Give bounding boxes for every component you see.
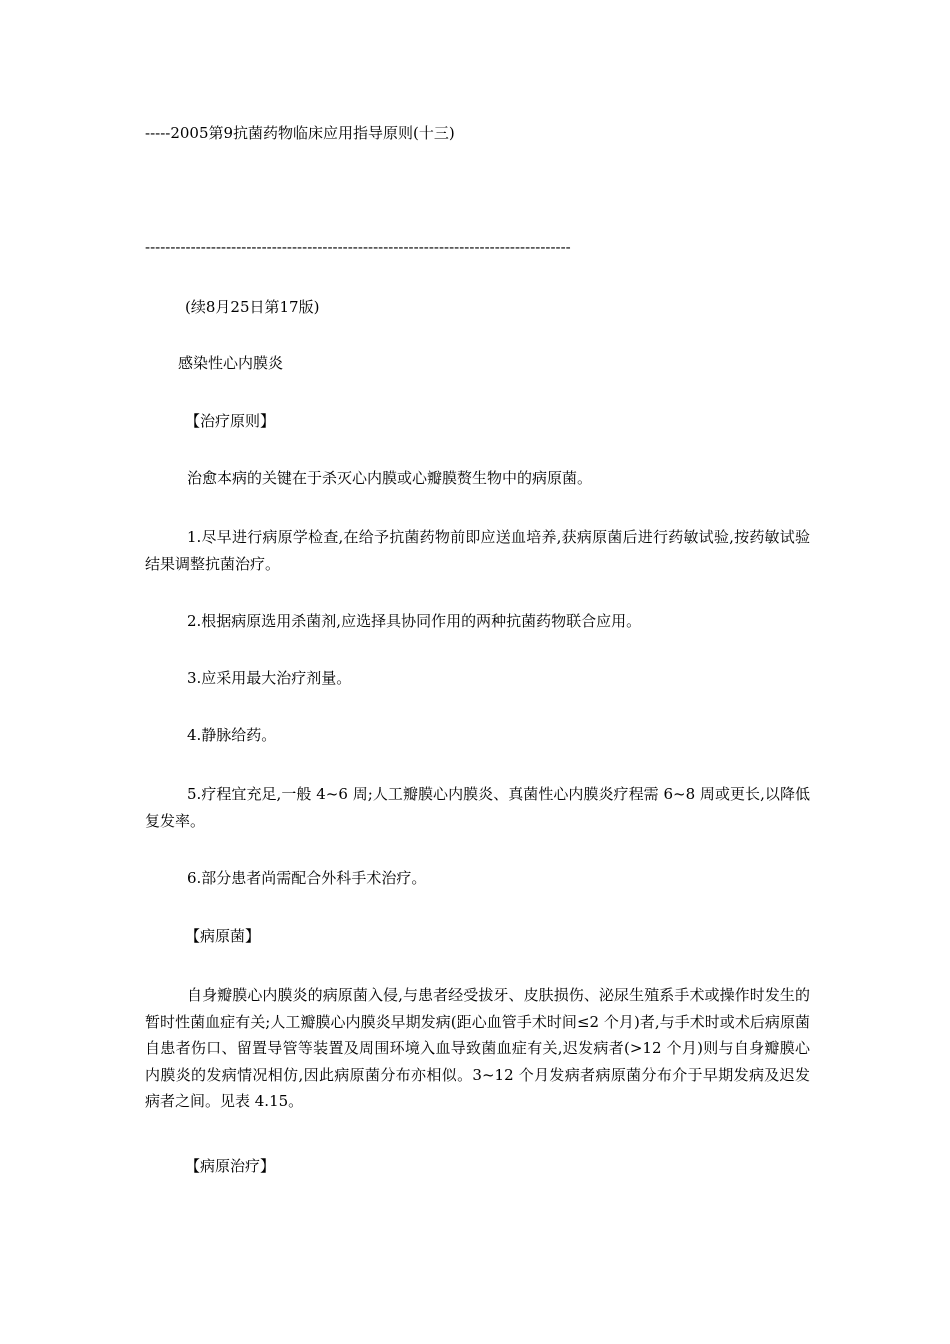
treatment-item: 5.疗程宜充足,一般 4~6 周;人工瓣膜心内膜炎、真菌性心内膜炎疗程需 6~8 周或更长,以降低复发率。	[145, 785, 810, 830]
pathogen-heading: 【病原菌】	[185, 927, 261, 945]
pathogen-treatment-heading: 【病原治疗】	[185, 1157, 276, 1175]
treatment-item: 1.尽早进行病原学检查,在给予抗菌药物前即应送血培养,获病原菌后进行药敏试验,按药敏试验结果调整抗菌治疗。	[145, 528, 810, 573]
treatment-intro: 治愈本病的关键在于杀灭心内膜或心瓣膜赘生物中的病原菌。	[187, 469, 593, 487]
treatment-item: 2.根据病原选用杀菌剂,应选择具协同作用的两种抗菌药物联合应用。	[187, 612, 642, 630]
section-title: 感染性心内膜炎	[178, 354, 284, 372]
treatment-item: 4.静脉给药。	[187, 726, 277, 744]
pathogen-text: 自身瓣膜心内膜炎的病原菌入侵,与患者经受拔牙、皮肤损伤、泌尿生殖系手术或操作时发生的暂时性菌血症有关;人工瓣膜心内膜炎早期发病(距心血管手术时间≤2 个月)者,与手术时或术后病原菌自患者伤口、留置导管等装置及周围环境入血导致菌血症有关,迟发病者(>12 个月)则与自身瓣膜心内膜炎的发病情况相仿,因此病原菌分布亦相似。3~12 个月发病者病原菌分布介于早期发病及迟发病者之间。见表 4.15。	[145, 986, 810, 1110]
treatment-heading: 【治疗原则】	[185, 412, 276, 430]
continuation-note: (续8月25日第17版)	[185, 298, 320, 316]
document-title: -----2005第9抗菌药物临床应用指导原则(十三)	[145, 124, 455, 142]
treatment-item: 3.应采用最大治疗剂量。	[187, 669, 352, 687]
divider-line: ------------------------------------------------------------------------------------	[145, 238, 571, 256]
treatment-item: 6.部分患者尚需配合外科手术治疗。	[187, 869, 427, 887]
